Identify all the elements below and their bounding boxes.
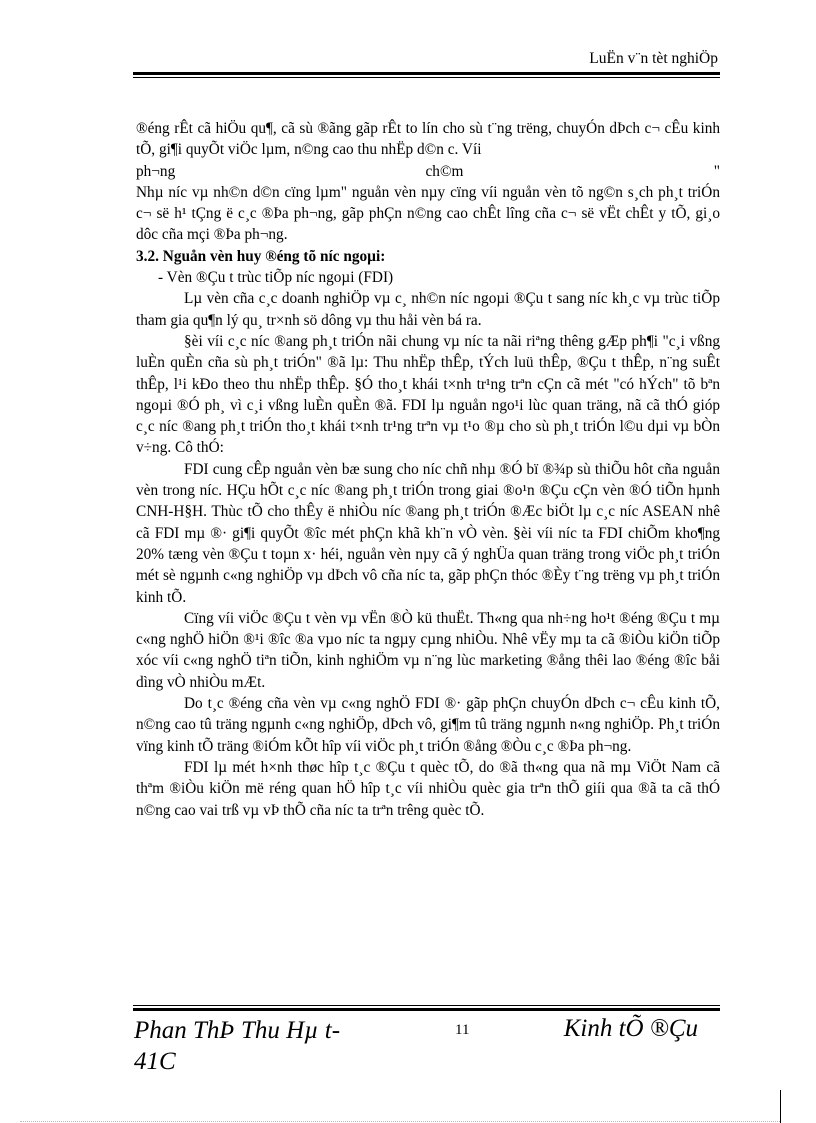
page-number: 11 [455, 1022, 470, 1038]
paragraph-2-row [136, 161, 720, 182]
sub-heading: - Vèn ®Çu t trùc tiÕp níc ngoµi (FDI) [158, 269, 394, 287]
paragraph-8: Do t¸c ®éng cña vèn vµ c«ng nghÖ FDI ®· gãp phÇn chuyÓn dÞch c¬ cÊu kinh tÕ, n©ng cao tû träng ngµnh c«ng nghiÖp, dÞch vô, gi¶m tû träng ngµnh n«ng nghiÖp. Ph¸t triÓn vïng kinh tÕ träng ®iÓm kÕt hîp víi viÖc ph¸t triÓn ®ång ®Òu c¸c ®Þa ph¬ng. [136, 695, 720, 755]
footer-author: Phan ThÞ Thu Hµ t-41C [134, 1017, 341, 1075]
section-heading: 3.2. Nguån vèn huy ®éng tõ níc ngoµi: [136, 247, 386, 265]
document-body [136, 118, 720, 821]
header-rule-thin [133, 77, 720, 78]
paragraph-4: Lµ vèn cña c¸c doanh nghiÖp vµ c¸ nh©n níc ngoµi ®Çu t sang níc kh¸c vµ trùc tiÕp tham gia qu¶n lý qu¸ tr×nh sö dông vµ thu håi vèn bá ra. [136, 290, 720, 329]
paragraph-7: Cïng víi viÖc ®Çu t vèn vµ vËn ®Ò kü thuËt. Th«ng qua nh÷ng ho¹t ®éng ®Çu t mµ c«ng nghÖ hiÖn ®¹i ®îc ®a vµo níc ta ngµy cµng nhiÒu. Nhê vËy mµ ta cã ®iÒu kiÖn tiÕp xóc víi c«ng nghÖ tiªn tiÕn, kinh nghiÖm vµ n¨ng lùc marketing ®ång thêi lao ®éng ®îc båi dìng vÒ nhiÒu mÆt. [136, 609, 720, 691]
header-rule-thick [133, 72, 720, 75]
page-header-title: LuËn v¨n tèt nghiÖp [589, 50, 718, 67]
page-corner-mark [780, 1090, 781, 1123]
paragraph-2-mid: ch©m [425, 162, 464, 180]
paragraph-2-left: ph¬ng [136, 162, 176, 180]
footer-rule-thin [133, 1005, 720, 1006]
paragraph-1: ®éng rÊt cã hiÖu qu¶, cã sù ®ãng gãp rÊt to lín cho sù t¨ng trëng, chuyÓn dÞch c¬ cÊu kinh tÕ, gi¶i quyÕt viÖc lµm, n©ng cao thu nhËp d©n c. Víi [136, 120, 720, 159]
paragraph-5: §èi víi c¸c níc ®ang ph¸t triÓn nãi chung vµ níc ta nãi riªng thêng gÆp ph¶i "c¸i vßng luÈn quÈn cña sù ph¸t triÓn" ®ã lµ: Thu nhËp thÊp, tÝch luü thÊp, ®Çu t thÊp, n¨ng suÊt thÊp, l¹i kÐo theo thu nhËp thÊp. §Ó tho¸t khái t×nh tr¹ng trªn cÇn cã mét "có hÝch" tõ bªn ngoµi ®Ó ph¸ vì c¸i vßng luÈn quÈn ®ã. FDI lµ nguån ngo¹i lùc quan träng, nã cã thÓ gióp c¸c níc ®ang ph¸t triÓn tho¸t khái t×nh tr¹ng trªn vµ t¹o ®µ cho sù ph¸t triÓn l©u dµi vµ bÒn v÷ng. Cô thÓ: [136, 332, 720, 457]
footer-rule-thick [133, 1008, 720, 1011]
paragraph-2-right: " [713, 162, 720, 180]
paragraph-6: FDI cung cÊp nguån vèn bæ sung cho níc chñ nhµ ®Ó bï ®¾p sù thiÕu hôt cña nguån vèn trong níc. HÇu hÕt c¸c níc ®ang ph¸t triÓn trong giai ®o¹n ®Çu cÇn vèn ®Ó tiÕn hµnh CNH-H§H. Thùc tÕ cho thÊy ë nhiÒu níc ®ang ph¸t triÓn ®Æc biÖt lµ c¸c níc ASEAN nhê cã FDI mµ ®· gi¶i quyÕt ®îc mét phÇn khã kh¨n vÒ vèn. §èi víi níc ta FDI chiÕm kho¶ng 20% tæng vèn ®Çu t toµn x· héi, nguån vèn nµy cã ý nghÜa quan träng trong viÖc ph¸t triÓn mét sè ngµnh c«ng nghiÖp vµ dÞch vô cña níc ta, gãp phÇn thóc ®Èy t¨ng trëng vµ ph¸t triÓn kinh tÕ. [136, 460, 720, 606]
paragraph-3: Nhµ níc vµ nh©n d©n cïng lµm" nguån vèn nµy cïng víi nguån vèn tõ ng©n s¸ch ph¸t triÓn c¬ së h¹ tÇng ë c¸c ®Þa ph¬ng, gãp phÇn n©ng cao chÊt lîng cña c¬ së vËt chÊt y tÕ, gi¸o dôc cña mçi ®Þa ph¬ng. [136, 183, 720, 244]
page-bottom-edge [20, 1121, 780, 1122]
footer-department: Kinh tÕ ®Çu [563, 1015, 698, 1042]
paragraph-9: FDI lµ mét h×nh thøc hîp t¸c ®Çu t quèc tÕ, do ®ã th«ng qua nã mµ ViÖt Nam cã thªm ®iÒu kiÖn më réng quan hÖ hîp t¸c víi nhiÒu quèc gia trªn thÕ giíi qua ®ã ta cã thÓ n©ng cao vai trß vµ vÞ thÕ cña níc ta trªn trêng quèc tÕ. [136, 758, 720, 819]
